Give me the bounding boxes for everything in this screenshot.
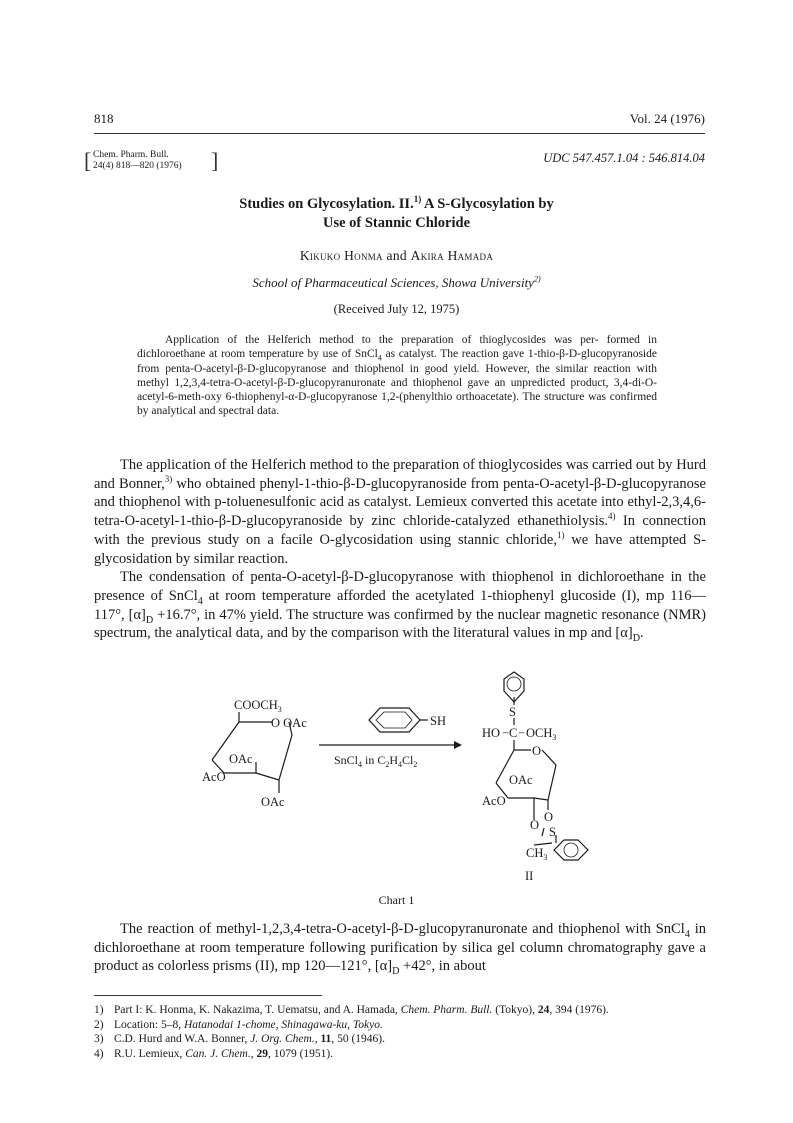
chart-caption: Chart 1 [378, 893, 415, 907]
article-title: Studies on Glycosylation. II.$^{1)}$ A S-Glycosylation by Use of Stannic Chloride [239, 194, 554, 231]
paragraph: The condensation of penta-O-acetyl-β-D-glucopyranose with thiophenol in dichloroethane in the presence of SnCl$_4$ at room temperature afforded the acetylated 1-thiophenyl glucoside (I), mp 116—117°, $[\alpha]_D +16.7^\circ$, in 47% yield. The structure was confirmed by the nuclear magnetic resonance (NMR) spectrum, the analytical data, and by the comparison with the literatural values in mp and $[\alpha]_D$. [94, 569, 707, 645]
journal-volume: Vol. 24 (1976) [629, 111, 705, 126]
product-o-a: O [544, 810, 554, 824]
left-bracket: [ [84, 148, 92, 173]
reactant-oac: OAc [229, 752, 253, 766]
page-number: 818 [94, 111, 114, 126]
product-dash-right: − [518, 726, 526, 740]
body-text-continued [94, 920, 706, 976]
right-bracket: ] [211, 148, 219, 173]
header-rule [94, 133, 705, 134]
product-label-ii: II [525, 869, 534, 883]
citation-volume: 24(4) 818—820 (1976) [93, 161, 182, 171]
paragraph: The application of the Helferich method to the preparation of thioglycosides was carried out by Hurd and Bonner,$^{3)}$ who obtained phenyl-1-thio-β-D-glucopyranoside from penta-O-acetyl-β-D-glucopyranose and thiophenol with p-toluenesulfonic acid as catalyst. Lemieux converted this acetate into ethyl-2,3,4,6-tetra-O-acetyl-1-thio-β-D-glucopyranoside by zinc chloride-catalyzed ethanethiolysis.$^{4)}$ In connection with the previous study on a facile O-glycosidation using stannic chloride,$^{1)}$ we have attempted S-glycosidation by similar reaction. [94, 457, 706, 567]
reagent-text: SnCl$_4$ in $C_2H_4Cl_2$ [334, 753, 418, 769]
reaction-scheme [94, 670, 714, 885]
udc-code: UDC 547.457.1.04 : 546.814.04 [543, 151, 705, 165]
product-oac: OAc [509, 773, 533, 787]
footnote-4: 4) R.U. Lemieux, Can. J. Chem., 29, 1079 (1951). [94, 1047, 334, 1060]
product-c: C [509, 726, 518, 740]
body-text [94, 456, 706, 643]
footnote-2: 2) Location: 5–8, Hatanodai 1-chome, Shinagawa-ku, Tokyo. [94, 1018, 383, 1031]
product-s2: S [549, 825, 556, 839]
footnote-rule [94, 995, 322, 996]
reactant-cooch3: $COOCH_3$ [234, 698, 282, 714]
product-ch3: $CH_3$ [526, 846, 548, 862]
footnotes [94, 1003, 706, 1061]
product-och3: $OCH_3$ [526, 726, 557, 742]
citation-journal: Chem. Pharm. Bull. [93, 150, 169, 160]
abstract: Application of the Helferich method to the preparation of thioglycosides was per- formed in dichloroethane at room temperature by use of SnCl$_4$ as catalyst. The reaction gave 1-thio-β-D-glucopyranoside from penta-O-acetyl-β-D-glucopyranose and thiophenol in good yield. However, the similar reaction with methyl 1,2,3,4-tetra-O-acetyl-β-D-glucopyranuronate and thiophenol gave an unpredicted product, 3,4-di-O-acetyl-6-meth-oxy 6-thiophenyl-α-D-glucopyranose 1,2-(phenylthio orthoacetate). The structure was confirmed by analytical and spectral data. [137, 334, 657, 418]
reactant-o-oac: O OAc [271, 716, 307, 730]
product-o-b: O [530, 818, 540, 832]
reactant-oac-bottom: OAc [261, 795, 285, 809]
authors: Kikuko Honma and Akira Hamada [299, 248, 494, 263]
product-ring-o: O [532, 744, 542, 758]
footnote-3: 3) C.D. Hurd and W.A. Bonner, J. Org. Chem., 11, 50 (1946). [94, 1033, 385, 1045]
product-dash-left: − [502, 726, 510, 740]
received-date: (Received July 12, 1975) [333, 302, 460, 316]
reactant-aco: AcO [202, 770, 226, 784]
product-ho: HO [482, 726, 501, 740]
product-aco: AcO [482, 794, 506, 808]
thiophenol-sh: SH [430, 714, 446, 728]
paragraph: The reaction of methyl-1,2,3,4-tetra-O-acetyl-β-D-glucopyranuronate and thiophenol with SnCl$_4$ in dichloroethane at room temperature following purification by silica gel column chromatography gave a product as colorless prisms (II), mp 120—121°, $[\alpha]_D +42^\circ$, in about [94, 921, 706, 978]
footnote-1: 1) Part I: K. Honma, K. Nakazima, T. Uematsu, and A. Hamada, Chem. Pharm. Bull. (Tokyo), 24, 394 (1976). [94, 1004, 609, 1016]
affiliation: School of Pharmaceutical Sciences, Showa University$^{2)}$ [252, 274, 541, 290]
product-s: S [509, 705, 516, 719]
citation-box [86, 150, 226, 172]
